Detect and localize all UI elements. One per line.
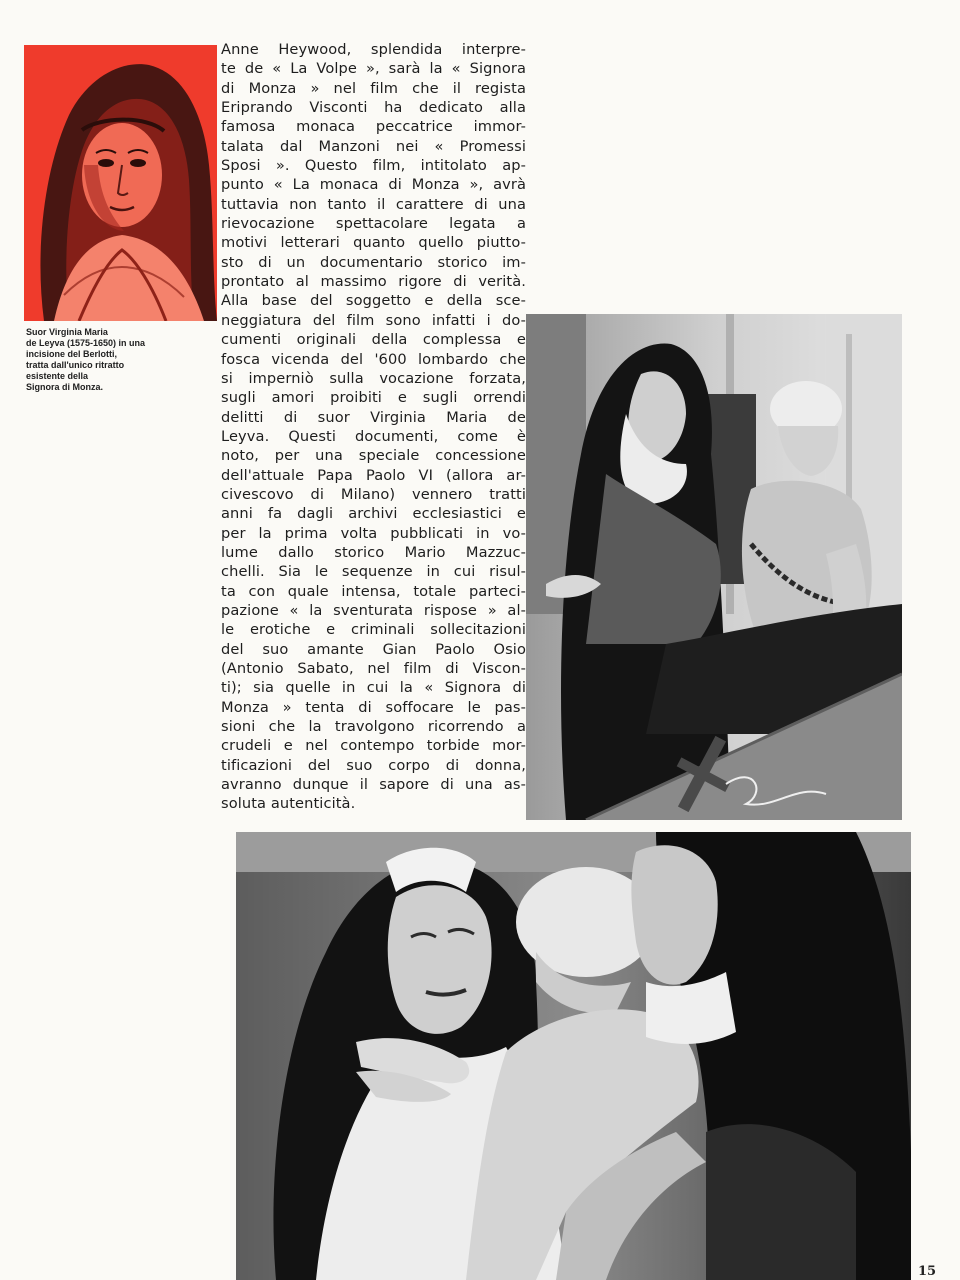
article-line: rievocazione spettacolare legata a — [221, 215, 526, 233]
article-line: avranno dunque il sapore di una as- — [221, 776, 526, 794]
article-line: Leyva. Questi documenti, come è — [221, 427, 526, 445]
article-line: cumenti originali della complessa e — [221, 331, 526, 349]
film-still-chained-illustration — [526, 314, 902, 820]
film-still-two-nuns — [236, 832, 911, 1280]
article-line: Sposi ». Questo film, intitolato ap- — [221, 157, 526, 175]
portrait-engraving — [24, 45, 217, 321]
article-line: punto « La monaca di Monza », avrà — [221, 176, 526, 194]
article-line: noto, per una speciale concessione — [221, 447, 526, 465]
caption-line: tratta dall'unico ritratto — [26, 360, 125, 370]
article-line: talata dal Manzoni nei « Promessi — [221, 137, 526, 155]
film-still-two-nuns-illustration — [236, 832, 911, 1280]
page-number: 15 — [918, 1264, 937, 1279]
article-line: soluta autenticità. — [221, 795, 356, 813]
article-line: prontato al massimo rigore di verità. — [221, 273, 526, 291]
article-line: crudeli e nel contempo torbide mor- — [221, 737, 526, 755]
article-line: dell'attuale Papa Paolo VI (allora ar- — [221, 466, 526, 484]
caption-line: Suor Virginia Maria — [26, 327, 108, 337]
article-line: le erotiche e criminali sollecitazioni — [221, 621, 526, 639]
article-line: Anne Heywood, splendida interpre- — [221, 41, 526, 58]
article-line: fosca vicenda del '600 lombardo che — [221, 350, 526, 368]
article-line: sugli amori proibiti e sugli orrendi — [221, 389, 526, 407]
article-line: te de « La Volpe », sarà la « Signora — [221, 60, 526, 78]
article-line: civescovo di Milano) vennero tratti — [221, 485, 526, 503]
article-line: Alla base del soggetto e della sce- — [221, 292, 526, 310]
article-line: tificazioni del suo corpo di donna, — [221, 756, 526, 774]
article-line: per la prima volta pubblicati in vo- — [221, 524, 526, 542]
article-line: motivi letterari quanto quello piutto- — [221, 234, 526, 252]
article-line: sto di un documentario storico im- — [221, 253, 526, 271]
film-still-chained — [526, 314, 902, 820]
article-line: famosa monaca peccatrice immor- — [221, 118, 526, 136]
article-line: pazione « la sventurata rispose » al- — [221, 601, 526, 619]
article-line: tuttavia non tanto il carattere di una — [221, 195, 526, 213]
portrait-illustration — [24, 45, 217, 321]
article-line: anni fa dagli archivi ecclesiastici e — [221, 505, 526, 523]
caption-line: esistente della — [26, 371, 89, 381]
caption-line: incisione del Berlotti, — [26, 349, 118, 359]
article-line: lume dallo storico Mario Mazzuc- — [221, 543, 526, 561]
portrait-caption — [26, 327, 176, 393]
article-line: del suo amante Gian Paolo Osio — [221, 640, 526, 658]
article-line: ta con quale intensa, totale parteci- — [221, 582, 526, 600]
article-line: si imperniò sulla vocazione forzata, — [221, 369, 526, 387]
article-line: Monza » tenta di soffocare le pas- — [221, 698, 526, 716]
article-line: sioni che la travolgono ricorrendo a — [221, 718, 526, 736]
article-line: di Monza » nel film che il regista — [221, 79, 526, 97]
article-line: neggiatura del film sono infatti i do- — [221, 311, 526, 329]
article-line: Eriprando Visconti ha dedicato alla — [221, 99, 526, 117]
article-line: delitti di suor Virginia Maria de — [221, 408, 526, 426]
caption-line: de Leyva (1575-1650) in una — [26, 338, 146, 348]
article-body — [221, 40, 526, 814]
article-line: ti); sia quelle in cui la « Signora di — [221, 679, 526, 697]
caption-line: Signora di Monza. — [26, 382, 104, 392]
article-line: chelli. Sia le sequenze in cui risul- — [221, 563, 526, 581]
article-line: (Antonio Sabato, nel film di Viscon- — [221, 660, 526, 677]
